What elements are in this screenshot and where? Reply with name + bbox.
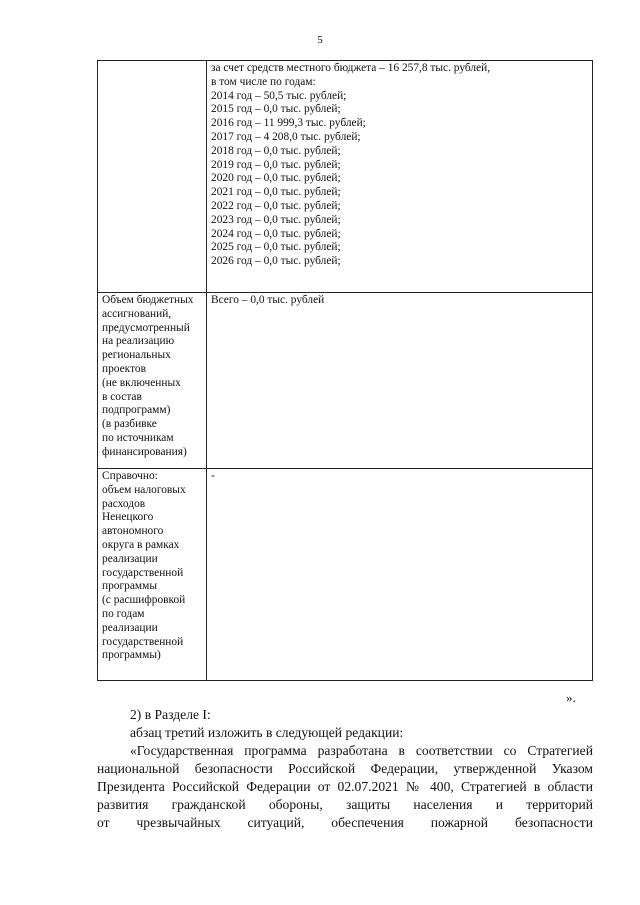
quote-line: от чрезвычайных ситуаций, обеспечения пожарной безопасности (97, 815, 593, 830)
table-row (98, 61, 593, 293)
year-line: 2020 год – 0,0 тыс. рублей; (211, 172, 341, 185)
row3-label-line: (с расшифровкой (102, 594, 186, 607)
row2-label-line: в состав (102, 390, 142, 403)
row2-label-line: предусмотренный (102, 321, 190, 334)
year-line: 2016 год – 11 999,3 тыс. рублей; (211, 117, 366, 130)
quote-line: национальной безопасности Российской Федерации, утвержденной Указом (97, 761, 593, 776)
year-line: 2019 год – 0,0 тыс. рублей; (211, 158, 341, 171)
row1-line: в том числе по годам: (211, 75, 316, 88)
year-line: 2023 год – 0,0 тыс. рублей; (211, 213, 341, 226)
row2-label-line: проектов (102, 362, 146, 375)
year-line: 2015 год – 0,0 тыс. рублей; (211, 103, 341, 116)
row2-value-cell (207, 293, 593, 469)
row1-label-cell (98, 61, 207, 293)
year-line: 2017 год – 4 208,0 тыс. рублей; (211, 130, 361, 143)
row3-label-line: Ненецкого (102, 511, 154, 524)
row3-label-line: по годам (102, 607, 145, 620)
quote-close: ». (566, 690, 576, 705)
row3-label-line: программы) (102, 649, 161, 662)
row2-label-line: по источникам (102, 431, 174, 444)
row3-value-cell (207, 469, 593, 681)
row2-label-line: подпрограмм) (102, 404, 171, 417)
year-line: 2018 год – 0,0 тыс. рублей; (211, 144, 341, 157)
row2-label-line: Объем бюджетных (102, 294, 194, 306)
quote-line: развития гражданской обороны, защиты населения и территорий (97, 797, 593, 812)
row3-label-line: Справочно: (102, 470, 158, 482)
year-line: 2026 год – 0,0 тыс. рублей; (211, 255, 341, 268)
row2-label-line: (не включенных (102, 376, 181, 389)
row3-label-line: объем налоговых (102, 483, 186, 496)
row3-label-line: реализации (102, 552, 158, 565)
row2-label-line: финансирования) (102, 445, 187, 458)
row2-label-line: региональных (102, 349, 171, 362)
row3-label-line: программы (102, 580, 157, 593)
row2-value: Всего – 0,0 тыс. рублей (211, 294, 325, 306)
year-line: 2014 год – 50,5 тыс. рублей; (211, 89, 347, 102)
row3-label-cell (98, 469, 207, 681)
row3-label-line: реализации (102, 621, 158, 634)
table-row (98, 469, 593, 681)
year-line: 2024 год – 0,0 тыс. рублей; (211, 227, 341, 240)
row2-label-line: (в разбивке (102, 418, 157, 431)
row1-value-cell (207, 61, 593, 293)
row3-label-line: расходов (102, 497, 146, 510)
program-passport-table (97, 60, 593, 681)
quote-line: Президента Российской Федерации от 02.07.2021 № 400, Стратегией в области (97, 779, 593, 794)
row3-label-line: автономного (102, 525, 164, 538)
page-number: 5 (317, 34, 323, 46)
row3-label-line: округа в рамках (102, 538, 180, 551)
row2-label-line: на реализацию (102, 335, 175, 348)
year-line: 2025 год – 0,0 тыс. рублей; (211, 241, 341, 254)
year-line: 2022 год – 0,0 тыс. рублей; (211, 199, 341, 212)
row3-value: - (211, 470, 215, 482)
item-heading: 2) в Разделе I: (130, 707, 211, 722)
quote-line: «Государственная программа разработана в соответствии со Стратегией (130, 743, 593, 758)
instruction-text: абзац третий изложить в следующей редакции: (130, 725, 404, 740)
table-row (98, 293, 593, 469)
row1-line: за счет средств местного бюджета – 16 257,8 тыс. рублей, (211, 62, 491, 74)
year-line: 2021 год – 0,0 тыс. рублей; (211, 186, 341, 199)
row2-label-cell (98, 293, 207, 469)
row3-label-line: государственной (102, 635, 184, 648)
row3-label-line: государственной (102, 566, 184, 579)
row2-label-line: ассигнований, (102, 307, 172, 320)
